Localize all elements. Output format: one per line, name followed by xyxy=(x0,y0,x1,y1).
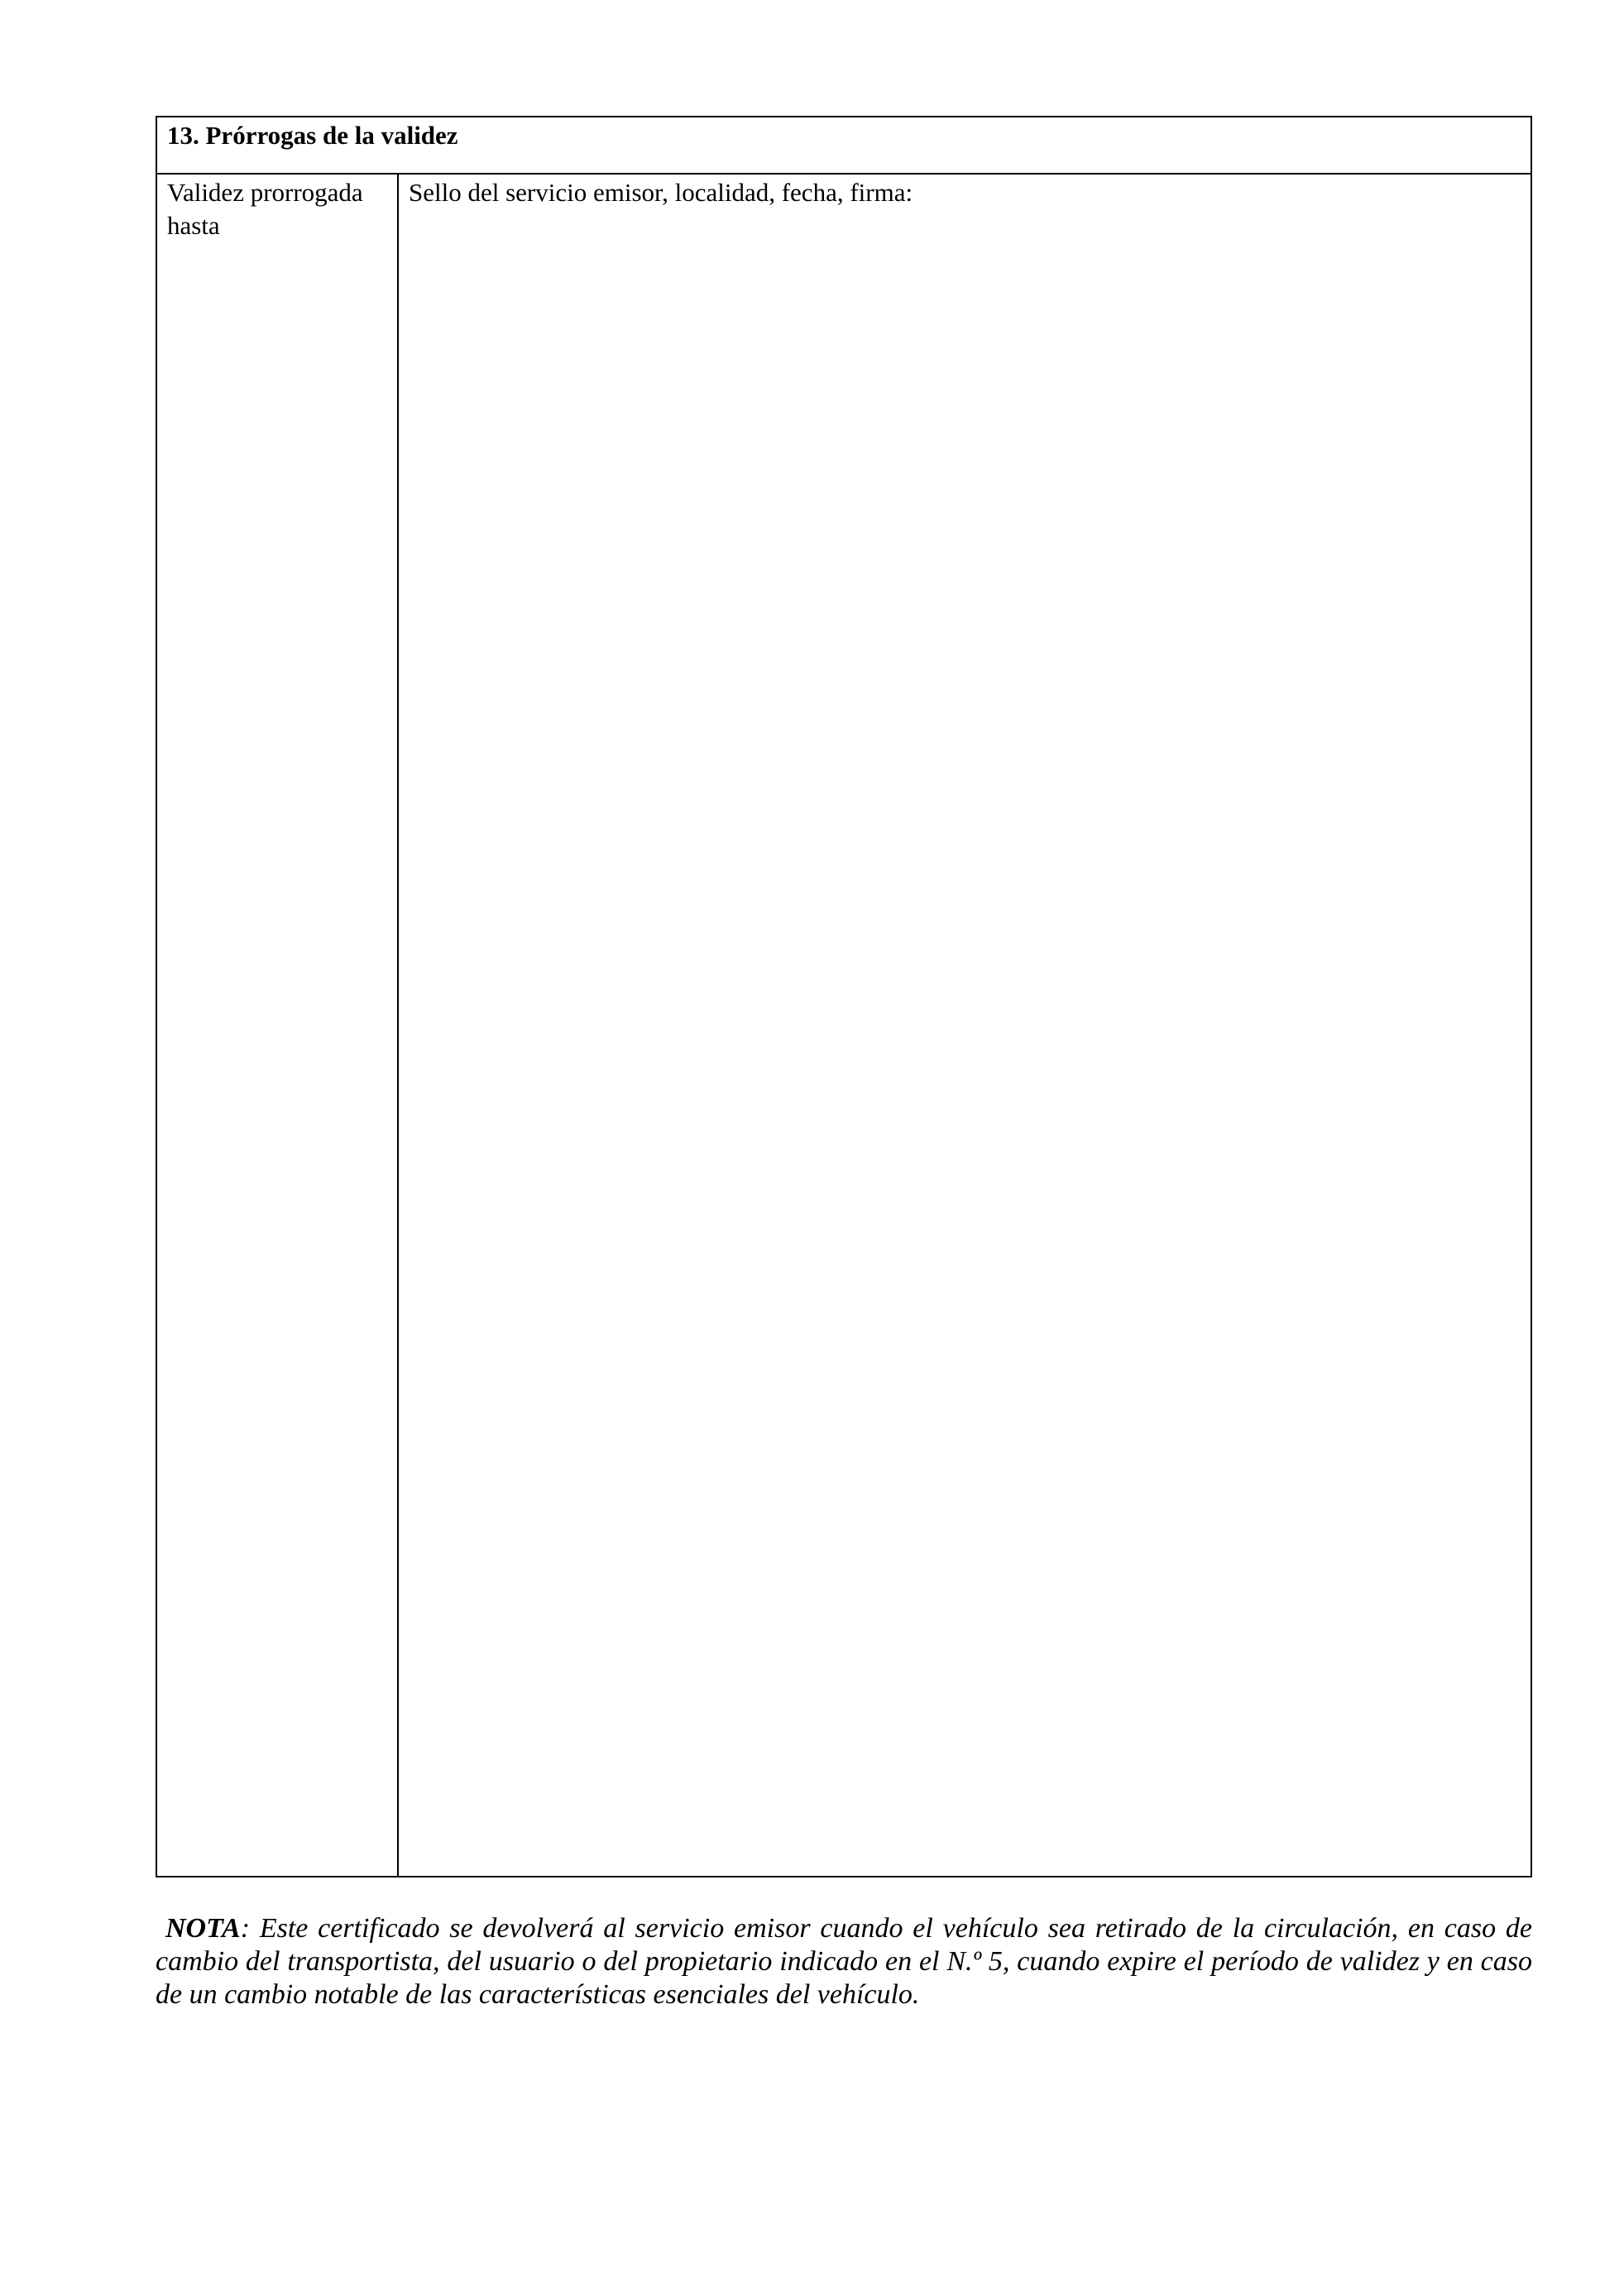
footnote xyxy=(156,1912,1532,2011)
note-text: : Este certificado se devolverá al servicio emisor cuando el vehículo sea retirado de la circulación, en caso de cambio del transportista, del usuario o del propietario indicado en el N.º 5, cuando expire el período de validez y en caso de un cambio notable de las características esenciales del vehículo. xyxy=(156,1913,1532,2010)
validity-extended-until-label: Validez prorrogada hasta xyxy=(167,178,363,240)
issuing-service-stamp-label: Sello del servicio emisor, localidad, fecha, firma: xyxy=(409,178,913,207)
validity-extensions-table xyxy=(156,116,1532,1877)
validity-extended-until-cell xyxy=(157,175,399,1876)
section-title: 13. Prórrogas de la validez xyxy=(157,117,1531,175)
issuing-service-stamp-cell xyxy=(399,175,1531,1876)
note-label: NOTA xyxy=(165,1913,241,1944)
